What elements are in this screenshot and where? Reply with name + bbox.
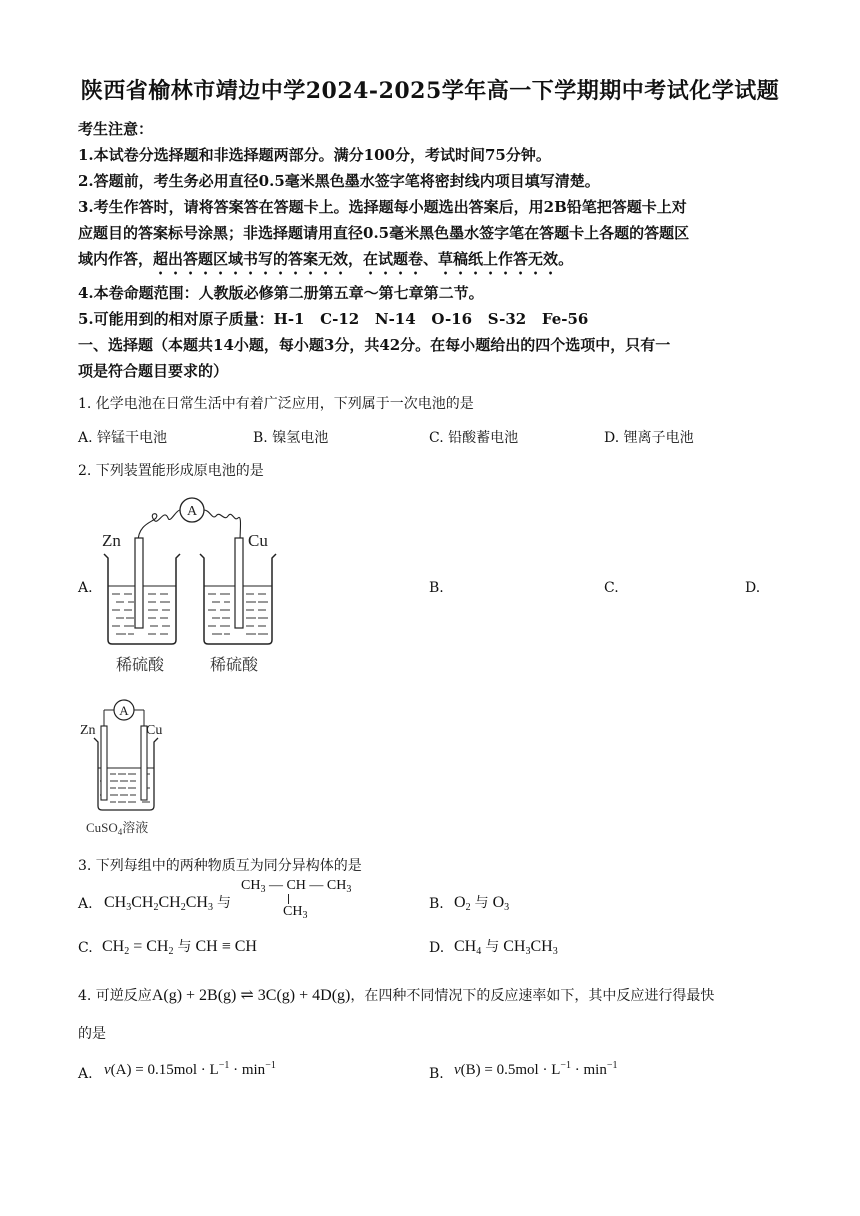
question-1-option-d: D. 锂离子电池 — [604, 430, 694, 446]
zn-electrode — [101, 726, 107, 800]
question-3-option-d-formula: $CH_4$ 与 $CH_3CH_3$ — [454, 938, 558, 957]
question-2-stem: 2. 下列装置能形成原电池的是 — [78, 463, 264, 479]
emphasis-text-2: 在试题卷、草稿纸上作答无效 — [363, 250, 559, 268]
question-4-stem — [78, 985, 714, 1005]
notice-line-4: 4.本卷命题范围：人教版必修第二册第五章～第七章第二节。 — [78, 284, 484, 302]
question-4-stem-cont: 的是 — [78, 1026, 106, 1042]
galvanic-cell-figure-a — [98, 494, 288, 678]
question-1-option-c: C. 铅酸蓄电池 — [429, 430, 519, 446]
notice-line-3c — [78, 248, 573, 278]
word-yu: 与 — [216, 895, 231, 911]
zn-label: Zn — [102, 531, 121, 550]
question-3-option-b-label: B. — [429, 896, 444, 912]
notice-line-3b: 应题目的答案标号涂黑；非选择题请用直径0.5毫米黑色墨水签字笔在答题卡上各题的答题区 — [78, 224, 690, 242]
question-1-option-a: A. 锌锰干电池 — [78, 430, 168, 446]
emphasis-text-1: 超出答题区域书写的答案无效 — [153, 250, 349, 268]
notice-line-2: 2.答题前，考生务必用直径0.5毫米黑色墨水签字笔将密封线内项目填写清楚。 — [78, 172, 600, 190]
question-3-option-a-label: A. — [78, 896, 93, 912]
question-3-option-d-label: D. — [429, 940, 445, 956]
section-1-heading: 一、选择题（本题共14小题，每小题3分，共42分。在每小题给出的四个选项中，只有一 — [78, 336, 671, 354]
question-2-option-b: B. — [429, 580, 444, 596]
question-3-option-b-formula: $O_2$ 与 $O_3$ — [454, 894, 510, 913]
question-1-option-b: B. 镍氢电池 — [253, 430, 329, 446]
question-4-stem-post: ，在四种不同情况下的反应速率如下，其中反应进行得最快 — [350, 988, 715, 1004]
isobutane-top-line: $CH_3$ — CH — $CH_3$ — [241, 878, 352, 895]
question-2-option-d: D. — [745, 580, 761, 596]
question-2-option-c: C. — [604, 580, 619, 596]
notice-line-3c-post: 。 — [558, 250, 574, 268]
zn-electrode — [135, 538, 143, 628]
galvanic-cell-figure-d — [80, 694, 190, 838]
solution-label-right: 稀硫酸 — [210, 655, 259, 674]
notice-line-3c-pre: 域内作答， — [78, 250, 154, 268]
question-4-option-b-rate: $v(B) = 0.5mol \cdot L^{-1} \cdot \min^{-1}$ — [454, 1060, 618, 1078]
cu-label: Cu — [146, 723, 163, 738]
notice-line-5: 5.可能用到的相对原子质量：H-1 C-12 N-14 O-16 S-32 Fe-56 — [78, 310, 589, 328]
isobutane-branch-methyl: $CH_3$ — [283, 904, 308, 921]
question-4-option-b-label: B. — [429, 1066, 444, 1082]
question-4-option-a-rate: $v(A) = 0.15mol \cdot L^{-1} \cdot \min^{-1}$ — [104, 1060, 276, 1078]
question-2-option-a: A. — [78, 580, 93, 596]
question-3-stem: 3. 下列每组中的两种物质互为同分异构体的是 — [78, 858, 362, 874]
question-3-option-c-formula: $CH_2 = CH_2$ 与 CH ≡ CH — [102, 938, 257, 957]
solution-label-left: 稀硫酸 — [116, 655, 165, 674]
notice-line-3c-mid: ， — [348, 250, 364, 268]
isobutane-branch-bond — [288, 894, 289, 904]
ammeter-label: A — [186, 504, 198, 519]
page-title: 陕西省榆林市靖边中学2024-2025学年高一下学期期中考试化学试题 — [80, 78, 780, 104]
reaction-equation: A(g) + 2B(g) ⇌ 3C(g) + 4D(g) — [151, 987, 351, 1004]
question-4-stem-pre: 4. 可逆反应 — [78, 988, 152, 1004]
zn-label: Zn — [80, 723, 96, 738]
notice-line-1: 1.本试卷分选择题和非选择题两部分。满分100分，考试时间75分钟。 — [78, 146, 551, 164]
question-3-option-a-formula: $CH_3CH_2CH_2CH_3$ 与 — [104, 894, 231, 913]
question-3-option-c-label: C. — [78, 940, 93, 956]
question-4-option-a-label: A. — [78, 1066, 93, 1082]
notice-line-3a: 3.考生作答时，请将答案答在答题卡上。选择题每小题选出答案后，用2B铅笔把答题卡上对 — [78, 198, 687, 216]
cu-label: Cu — [248, 531, 268, 550]
ammeter-label: A — [119, 703, 129, 718]
question-1-stem: 1. 化学电池在日常生活中有着广泛应用，下列属于一次电池的是 — [78, 396, 474, 412]
section-1-heading-cont: 项是符合题目要求的） — [78, 362, 229, 380]
cu-electrode — [235, 538, 243, 628]
notice-heading: 考生注意： — [78, 120, 154, 138]
solution-label: CuSO$_4$溶液 — [86, 820, 149, 837]
